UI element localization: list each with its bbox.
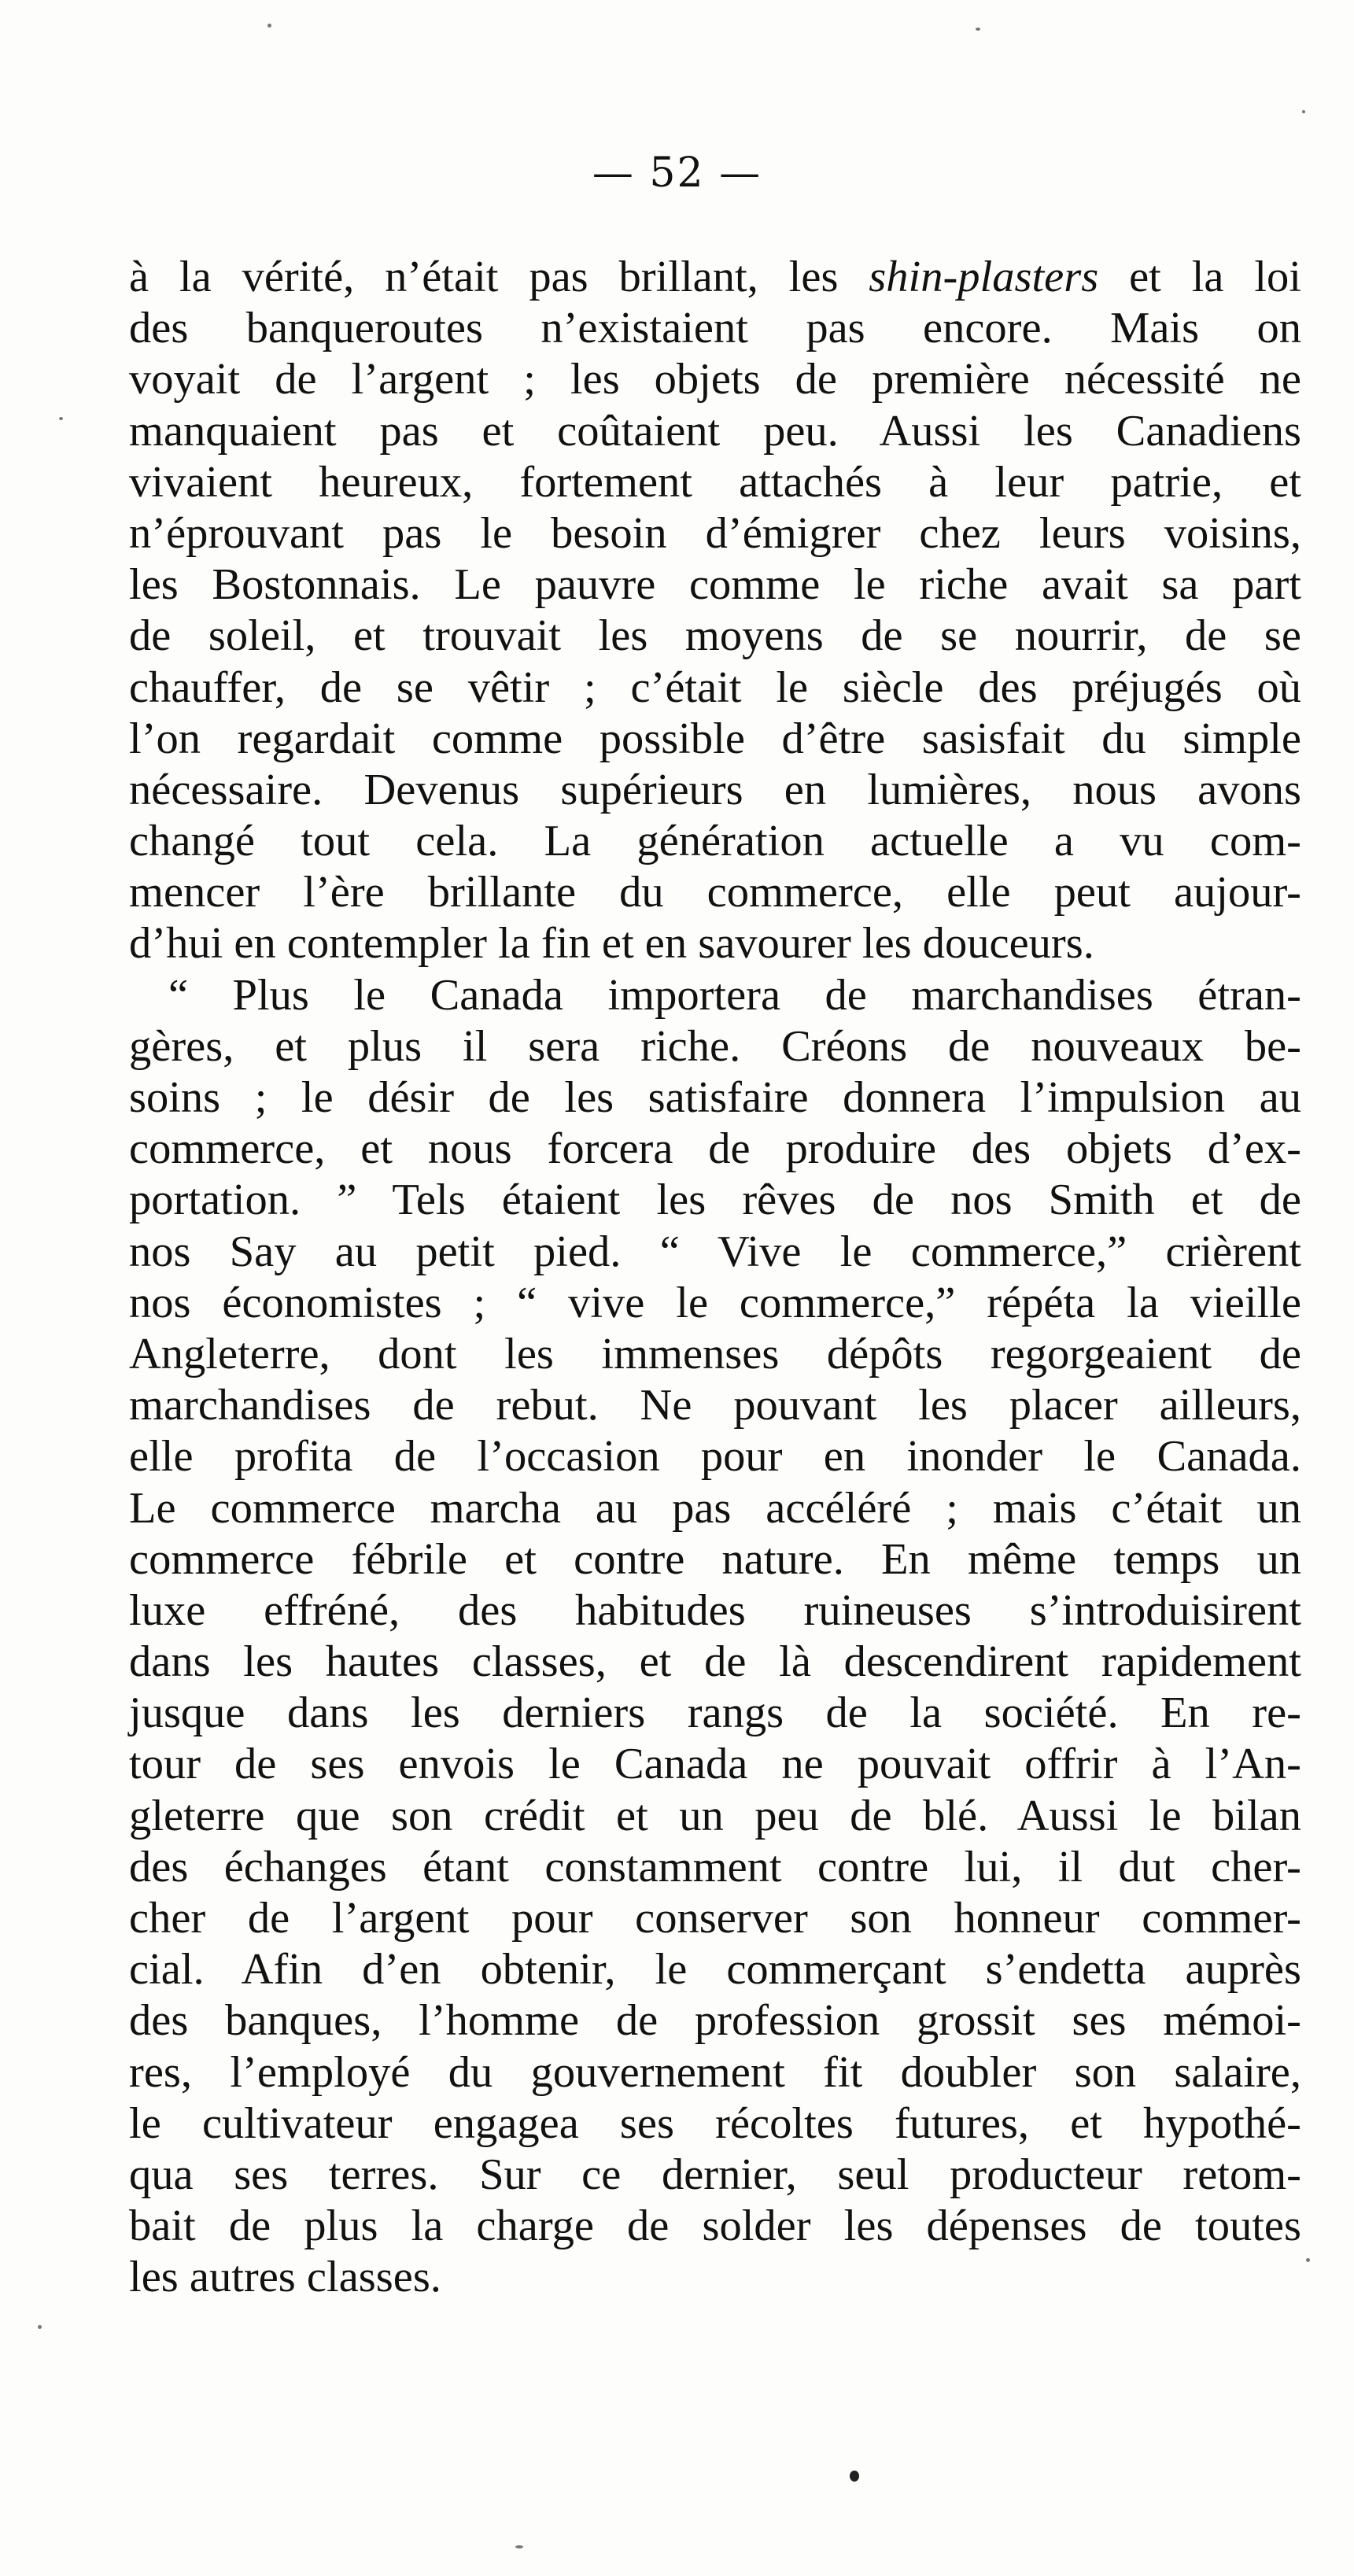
paragraph (129, 252, 1301, 970)
text-line: voyait de l’argent ; les objets de première nécessité ne (129, 355, 1301, 404)
text-line: changé tout cela. La génération actuelle a vu com- (129, 817, 1301, 866)
text-line: le cultivateur engagea ses récoltes futures, et hypothé- (129, 2098, 1301, 2148)
text-line: chauffer, de se vêtir ; c’était le siècle des préjugés où (129, 662, 1301, 712)
text-line: cial. Afin d’en obtenir, le commerçant s’endetta auprès (129, 1945, 1301, 1995)
text-line: cher de l’argent pour conserver son honneur commer- (129, 1894, 1301, 1943)
text-line: jusque dans les derniers rangs de la société. En re- (129, 1688, 1301, 1738)
paper-speck (1302, 110, 1305, 113)
text-line: dans les hautes classes, et de là descendirent rapidement (129, 1637, 1301, 1687)
text-line: d’hui en contempler la fin et en savourer les douceurs. (129, 919, 1094, 969)
text-line: luxe effréné, des habitudes ruineuses s’introduisirent (129, 1585, 1301, 1635)
paper-speck (267, 24, 271, 28)
text-line: Le commerce marcha au pas accéléré ; mais c’était un (129, 1483, 1301, 1533)
text-line: “ Plus le Canada importera de marchandises étran- (168, 970, 1301, 1020)
text-line: gères, et plus il sera riche. Créons de nouveaux be- (129, 1021, 1301, 1071)
text-line: les Bostonnais. Le pauvre comme le riche avait sa part (129, 560, 1301, 610)
text-line: nos Say au petit pied. “ Vive le commerce,” crièrent (129, 1227, 1301, 1276)
text-segment: à la vérité, n’était pas brillant, les (129, 253, 869, 301)
paper-speck (59, 417, 63, 420)
text-line: des banques, l’homme de profession grossit ses mémoi- (129, 1996, 1301, 2046)
text-line: de soleil, et trouvait les moyens de se nourrir, de se (129, 611, 1301, 661)
text-line: l’on regardait comme possible d’être sasisfait du simple (129, 714, 1301, 763)
text-line (129, 252, 1301, 303)
text-line: res, l’employé du gouvernement fit doubler son salaire, (129, 2047, 1301, 2097)
body-text (129, 252, 1301, 2304)
paper-speck (850, 2471, 859, 2482)
paper-speck (515, 2545, 523, 2548)
text-line: les autres classes. (129, 2253, 441, 2302)
text-line: marchandises de rebut. Ne pouvant les placer ailleurs, (129, 1381, 1301, 1430)
text-line: Angleterre, dont les immenses dépôts regorgeaient de (129, 1329, 1301, 1378)
text-segment: et la loi (1098, 253, 1301, 301)
text-line: gleterre que son crédit et un peu de blé. Aussi le bilan (129, 1791, 1301, 1840)
text-line: portation. ” Tels étaient les rêves de nos Smith et de (129, 1175, 1301, 1225)
text-line: nécessaire. Devenus supérieurs en lumières, nous avons (129, 765, 1301, 814)
text-line: des banqueroutes n’existaient pas encore. Mais on (129, 304, 1301, 353)
text-line: commerce, et nous forcera de produire des objets d’ex- (129, 1124, 1301, 1174)
text-line: bait de plus la charge de solder les dépenses de toutes (129, 2201, 1301, 2251)
page-number: — 52 — (592, 149, 762, 197)
paper-speck (976, 28, 980, 31)
paper-speck (38, 2325, 42, 2329)
text-line: tour de ses envois le Canada ne pouvait offrir à l’An- (129, 1740, 1301, 1789)
italic-term: shin-plasters (869, 253, 1099, 301)
paragraph (129, 970, 1301, 2304)
text-line: des échanges étant constamment contre lui, il dut cher- (129, 1842, 1301, 1891)
text-line: vivaient heureux, fortement attachés à leur patrie, et (129, 457, 1301, 507)
text-line: mencer l’ère brillante du commerce, elle peut aujour- (129, 868, 1301, 917)
text-line: qua ses terres. Sur ce dernier, seul producteur retom- (129, 2150, 1301, 2199)
text-line: manquaient pas et coûtaient peu. Aussi les Canadiens (129, 406, 1301, 456)
text-line: soins ; le désir de les satisfaire donnera l’impulsion au (129, 1073, 1301, 1122)
text-line: elle profita de l’occasion pour en inonder le Canada. (129, 1432, 1301, 1482)
text-line: n’éprouvant pas le besoin d’émigrer chez leurs voisins, (129, 508, 1301, 558)
text-line: commerce fébrile et contre nature. En même temps un (129, 1534, 1301, 1584)
text-line: nos économistes ; “ vive le commerce,” répéta la vieille (129, 1278, 1301, 1327)
paper-speck (1306, 2258, 1310, 2262)
